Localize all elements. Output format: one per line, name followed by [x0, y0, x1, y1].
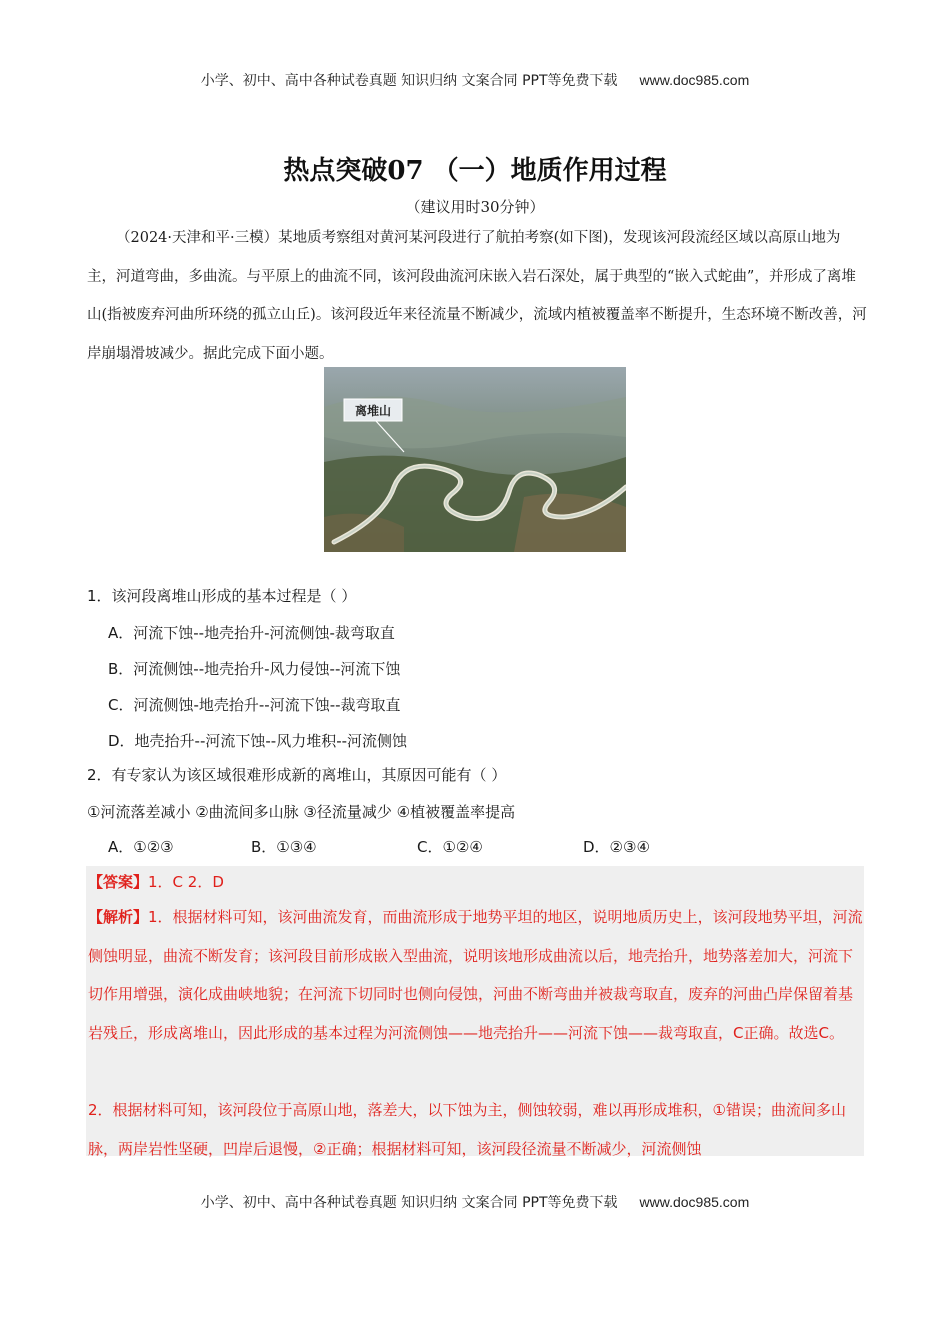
- aerial-photo-image: [324, 367, 626, 552]
- analysis-text-1: 1．根据材料可知，该河曲流发育，而曲流形成于地势平坦的地区，说明地质历史上，该河段地势平坦，河流侧蚀明显，曲流不断发育；该河段目前形成嵌入型曲流，说明该地形成曲流以后，地壳抬升，地势落差加大，河流下切作用增强，演化成曲峡地貌；在河流下切同时也侧向侵蚀，河曲不断弯曲并被裁弯取直，废弃的河曲凸岸保留着基岩残丘，形成离堆山，因此形成的基本过程为河流侧蚀——地壳抬升——河流下蚀——裁弯取直，C正确。故选C。: [88, 908, 863, 1042]
- q1-option-a[interactable]: A．河流下蚀--地壳抬升-河流侧蚀-裁弯取直: [108, 624, 395, 642]
- header-site-link[interactable]: www.doc985.com: [639, 72, 750, 88]
- question-1-stem: 1．该河段离堆山形成的基本过程是（ ）: [87, 587, 357, 605]
- q1-option-d[interactable]: D．地壳抬升--河流下蚀--风力堆积--河流侧蚀: [108, 732, 408, 750]
- analysis-paragraph-1: [88, 898, 864, 1052]
- question-2-stem: 2．有专家认为该区域很难形成新的离堆山，其原因可能有（ ）: [87, 766, 507, 784]
- answer-text: 1．C 2．D: [148, 873, 224, 891]
- q2-option-a[interactable]: A．①②③: [108, 838, 174, 856]
- aerial-photo: [324, 367, 626, 552]
- q1-option-c[interactable]: C．河流侧蚀-地壳抬升--河流下蚀--裁弯取直: [108, 696, 401, 714]
- footer-site-link[interactable]: www.doc985.com: [639, 1194, 750, 1210]
- page-header: [0, 70, 950, 90]
- footer-text: 小学、初中、高中各种试卷真题 知识归纳 文案合同 PPT等免费下载: [200, 1195, 618, 1211]
- answer-tag: 【答案】: [88, 873, 149, 891]
- q2-option-d[interactable]: D．②③④: [583, 838, 650, 856]
- page-subtitle: （建议用时30分钟）: [405, 198, 545, 216]
- photo-label: 离堆山: [354, 404, 392, 418]
- answer-line: [88, 863, 864, 902]
- reading-passage: （2024·天津和平·三模）某地质考察组对黄河某河段进行了航拍考察(如下图)，发现该河段流经区域以高原山地为主，河道弯曲，多曲流。与平原上的曲流不同，该河段曲流河床嵌入岩石深处，属于典型的“嵌入式蛇曲”，并形成了离堆山(指被废弃河曲所环绕的孤立山丘)。该河段近年来径流量不断减少，流域内植被覆盖率不断提升，生态环境不断改善，河岸崩塌滑坡减少。据此完成下面小题。: [87, 230, 867, 362]
- analysis-paragraph-2: 2．根据材料可知，该河段位于高原山地，落差大，以下蚀为主，侧蚀较弱，难以再形成堆积，①错误；曲流间多山脉，两岸岩性坚硬，凹岸后退慢，②正确；根据材料可知，该河段径流量不断减少，河流侧蚀: [88, 1101, 846, 1158]
- page-title: 热点突破07 （一）地质作用过程: [283, 156, 667, 186]
- analysis-tag: 【解析】: [88, 908, 149, 926]
- page-footer: [0, 1192, 950, 1212]
- q2-option-c[interactable]: C．①②④: [417, 838, 483, 856]
- header-text: 小学、初中、高中各种试卷真题 知识归纳 文案合同 PPT等免费下载: [200, 73, 618, 89]
- q2-options: [108, 836, 888, 858]
- q1-option-b[interactable]: B．河流侧蚀--地壳抬升-风力侵蚀--河流下蚀: [108, 660, 401, 678]
- q2-option-b[interactable]: B．①③④: [251, 838, 317, 856]
- question-2-items: ①河流落差减小 ②曲流间多山脉 ③径流量减少 ④植被覆盖率提高: [87, 803, 516, 821]
